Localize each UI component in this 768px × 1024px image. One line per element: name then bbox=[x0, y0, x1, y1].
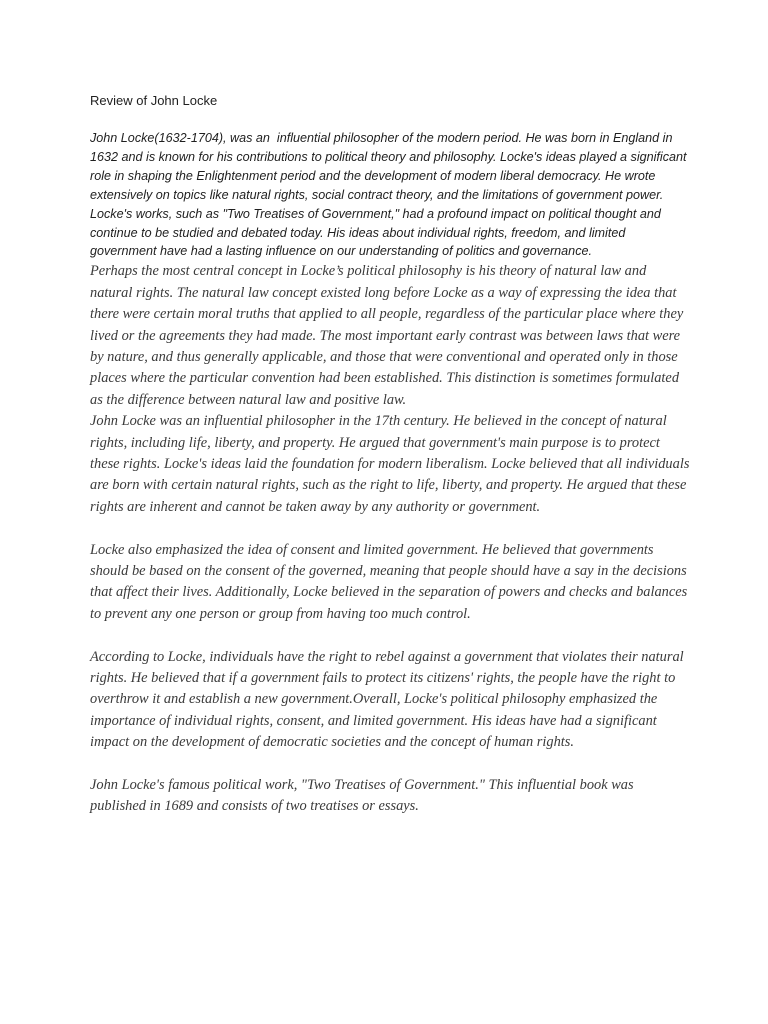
paragraph-spacer bbox=[90, 625, 690, 646]
document-title: Review of John Locke bbox=[90, 93, 218, 108]
intro-paragraph: John Locke(1632-1704), was an influential philosopher of the modern period. He was born in England in 1632 and is known for his contributions to political theory and philosophy. Locke's ideas played a significant role in shaping the Enlightenment period and the development of modern liberal democracy. He wrote extensively on topics like natural rights, social contract theory, and the limitations of government power. Locke's works, such as "Two Treatises of Government," had a profound impact on political thought and continue to be studied and debated today. His ideas about individual rights, freedom, and limited government have had a lasting influence on our understanding of politics and governance. bbox=[90, 131, 691, 259]
paragraph-natural-rights: John Locke was an influential philosopher in the 17th century. He believed in the concept of natural rights, including life, liberty, and property. He argued that government's main purpose is to protect these rights. Locke's ideas laid the foundation for modern liberalism. Locke believed that all individuals are born with certain natural rights, such as the right to life, liberty, and property. He argued that these rights are inherent and cannot be taken away by any authority or government. bbox=[90, 413, 690, 515]
paragraph-right-to-rebel: According to Locke, individuals have the right to rebel against a government that violates their natural rights. He believed that if a government fails to protect its citizens' rights, the people have the right to overthrow it and establish a new government.Overall, Locke's political philosophy emphasized the importance of individual rights, consent, and limited government. His ideas have had a significant impact on the development of democratic societies and the concept of human rights. bbox=[90, 648, 684, 751]
paragraph-consent: Locke also emphasized the idea of consent and limited government. He believed that governments should be based on the consent of the governed, meaning that people should have a say in the decisions that affect their lives. Additionally, Locke believed in the separation of powers and checks and balances to prevent any one person or group from having too much control. bbox=[90, 541, 688, 622]
paragraph-spacer bbox=[90, 754, 690, 775]
paragraph-spacer bbox=[90, 518, 690, 539]
paragraph-natural-law: Perhaps the most central concept in Locke’s political philosophy is his theory of natural law and natural rights. The natural law concept existed long before Locke as a way of expressing the idea that there were certain moral truths that applied to all people, regardless of the particular place where they lived or the agreements they had made. The most important early contrast was between laws that were by nature, and thus generally applicable, and those that were conventional and operated only in those places where the particular convention had been established. This distinction is sometimes formulated as the difference between natural law and positive law. bbox=[90, 263, 684, 408]
document-body bbox=[90, 91, 690, 818]
paragraph-two-treatises: John Locke's famous political work, "Two Treatises of Government." This influential book was published in 1689 and consists of two treatises or essays. bbox=[90, 777, 634, 815]
